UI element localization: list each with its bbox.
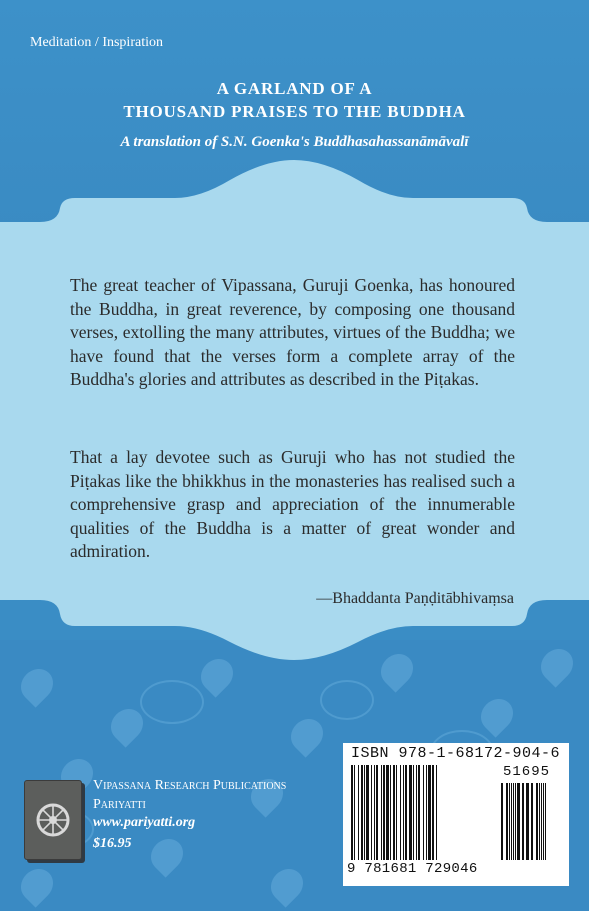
dharma-wheel-icon [25, 781, 81, 859]
website-link[interactable]: www.pariyatti.org [93, 815, 196, 830]
leaf-icon [14, 862, 59, 907]
category-label: Meditation / Inspiration [30, 35, 163, 50]
book-title-line1: A GARLAND OF A [216, 79, 373, 98]
publisher-name: Vipassana Research Publications [93, 778, 287, 793]
publisher-logo [24, 780, 82, 860]
quote-paragraph-2: That a lay devotee such as Guruji who has not studied the Piṭakas like the bhikkhus in the monasteries has realised such a comprehensive grasp and appreciation of the innumerable qualities of the Buddha is a matter of great wonder and admiration. [70, 447, 515, 561]
leaf-icon [14, 662, 59, 707]
isbn-text: ISBN 978-1-68172-904-6 [351, 745, 561, 762]
publisher-imprint: Pariyatti [93, 797, 146, 812]
book-title-line2: THOUSAND PRAISES TO THE BUDDHA [123, 102, 466, 121]
price-label: $16.95 [93, 836, 132, 851]
book-subtitle: A translation of S.N. Goenka's Buddhasahassanāmāvalī [120, 134, 469, 150]
swirl-decoration [140, 680, 204, 724]
leaf-icon [474, 692, 519, 737]
leaf-icon [284, 712, 329, 757]
swirl-decoration [320, 680, 374, 720]
leaf-icon [144, 832, 189, 877]
price-code-text: 51695 [503, 764, 551, 780]
barcode [343, 743, 569, 886]
ean-digits: 9 781681 729046 [347, 861, 478, 877]
quote-paragraph-1: The great teacher of Vipassana, Guruji Goenka, has honoured the Buddha, in great reverence, by composing one thousand verses, extolling the many attributes, virtues of the Buddha; we have found that the verses form a complete array of the Buddha's glories and attributes as described in the Piṭakas. [70, 275, 515, 389]
leaf-icon [264, 862, 309, 907]
text-panel [0, 160, 589, 660]
quote-attribution: —Bhaddanta Paṇḍitābhivaṃsa [316, 590, 514, 607]
